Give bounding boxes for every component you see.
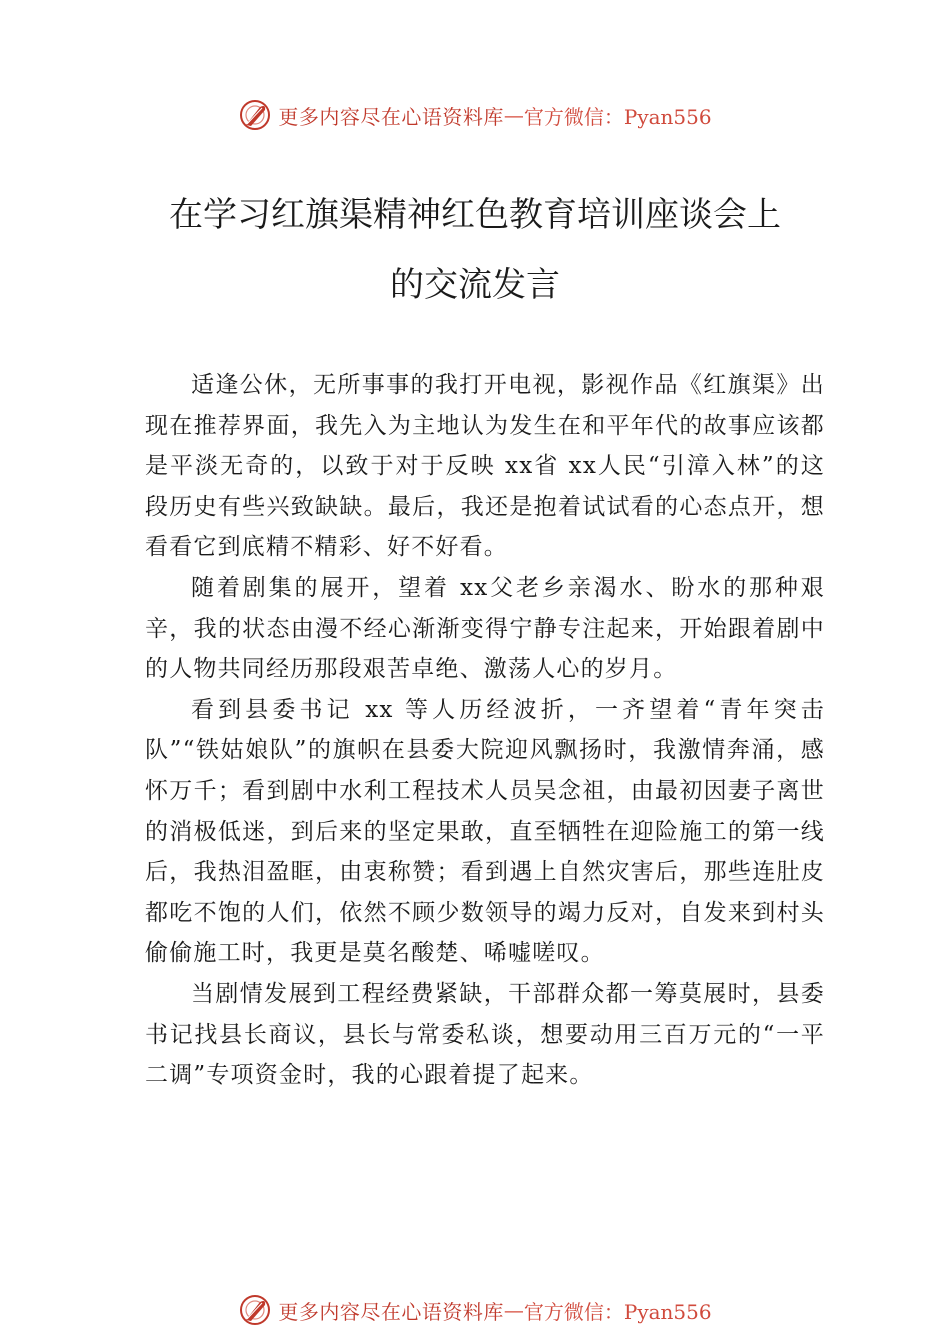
footer-banner xyxy=(0,1290,950,1330)
header-banner xyxy=(0,95,950,135)
header-banner-text: 更多内容尽在心语资料库 xyxy=(278,104,504,129)
title-line-2: 的交流发言 xyxy=(390,265,560,305)
title-line-1: 在学习红旗渠精神红色教育培训座谈会上 xyxy=(169,195,781,235)
footer-banner-text: 更多内容尽在心语资料库 xyxy=(278,1299,504,1324)
header-banner-separator: — xyxy=(503,103,524,127)
footer-banner-separator: — xyxy=(503,1298,524,1322)
paragraph-2: 随着剧集的展开，望着 xx父老乡亲渴水、盼水的那种艰辛，我的状态由漫不经心渐渐变得宁静专注起来，开始跟着剧中的人物共同经历那段艰苦卓绝、激荡人心的岁月。 xyxy=(145,574,825,683)
quill-logo-icon xyxy=(238,1293,272,1327)
document-body xyxy=(145,365,825,1096)
quill-logo-icon xyxy=(238,98,272,132)
paragraph-1: 适逢公休，无所事事的我打开电视，影视作品《红旗渠》出现在推荐界面，我先入为主地认为发生在和平年代的故事应该都是平淡无奇的，以致于对于反映 xx省 xx人民“引漳入林”的这段历史有些兴致缺缺。最后，我还是抱着试试看的心态点开，想看看它到底精不精彩、好不好看。 xyxy=(145,372,825,561)
paragraph-3: 看到县委书记 xx 等人历经波折，一齐望着“青年突击队”“铁姑娘队”的旗帜在县委大院迎风飘扬时，我激情奔涌，感怀万千；看到剧中水利工程技术人员吴念祖，由最初因妻子离世的消极低迷，到后来的坚定果敢，直至牺牲在迎险施工的第一线后，我热泪盈眶，由衷称赞；看到遇上自然灾害后，那些连肚皮都吃不饱的人们，依然不顾少数领导的竭力反对，自发来到村头偷偷施工时，我更是莫名酸楚、唏嘘嗟叹。 xyxy=(145,696,825,967)
paragraph-4: 当剧情发展到工程经费紧缺，干部群众都一筹莫展时，县委书记找县长商议，县长与常委私谈，想要动用三百万元的“一平二调”专项资金时，我的心跟着提了起来。 xyxy=(145,980,825,1089)
footer-banner-contact: 官方微信：Pyan556 xyxy=(523,1299,712,1324)
header-banner-contact: 官方微信：Pyan556 xyxy=(523,104,712,129)
document-title xyxy=(120,180,830,320)
